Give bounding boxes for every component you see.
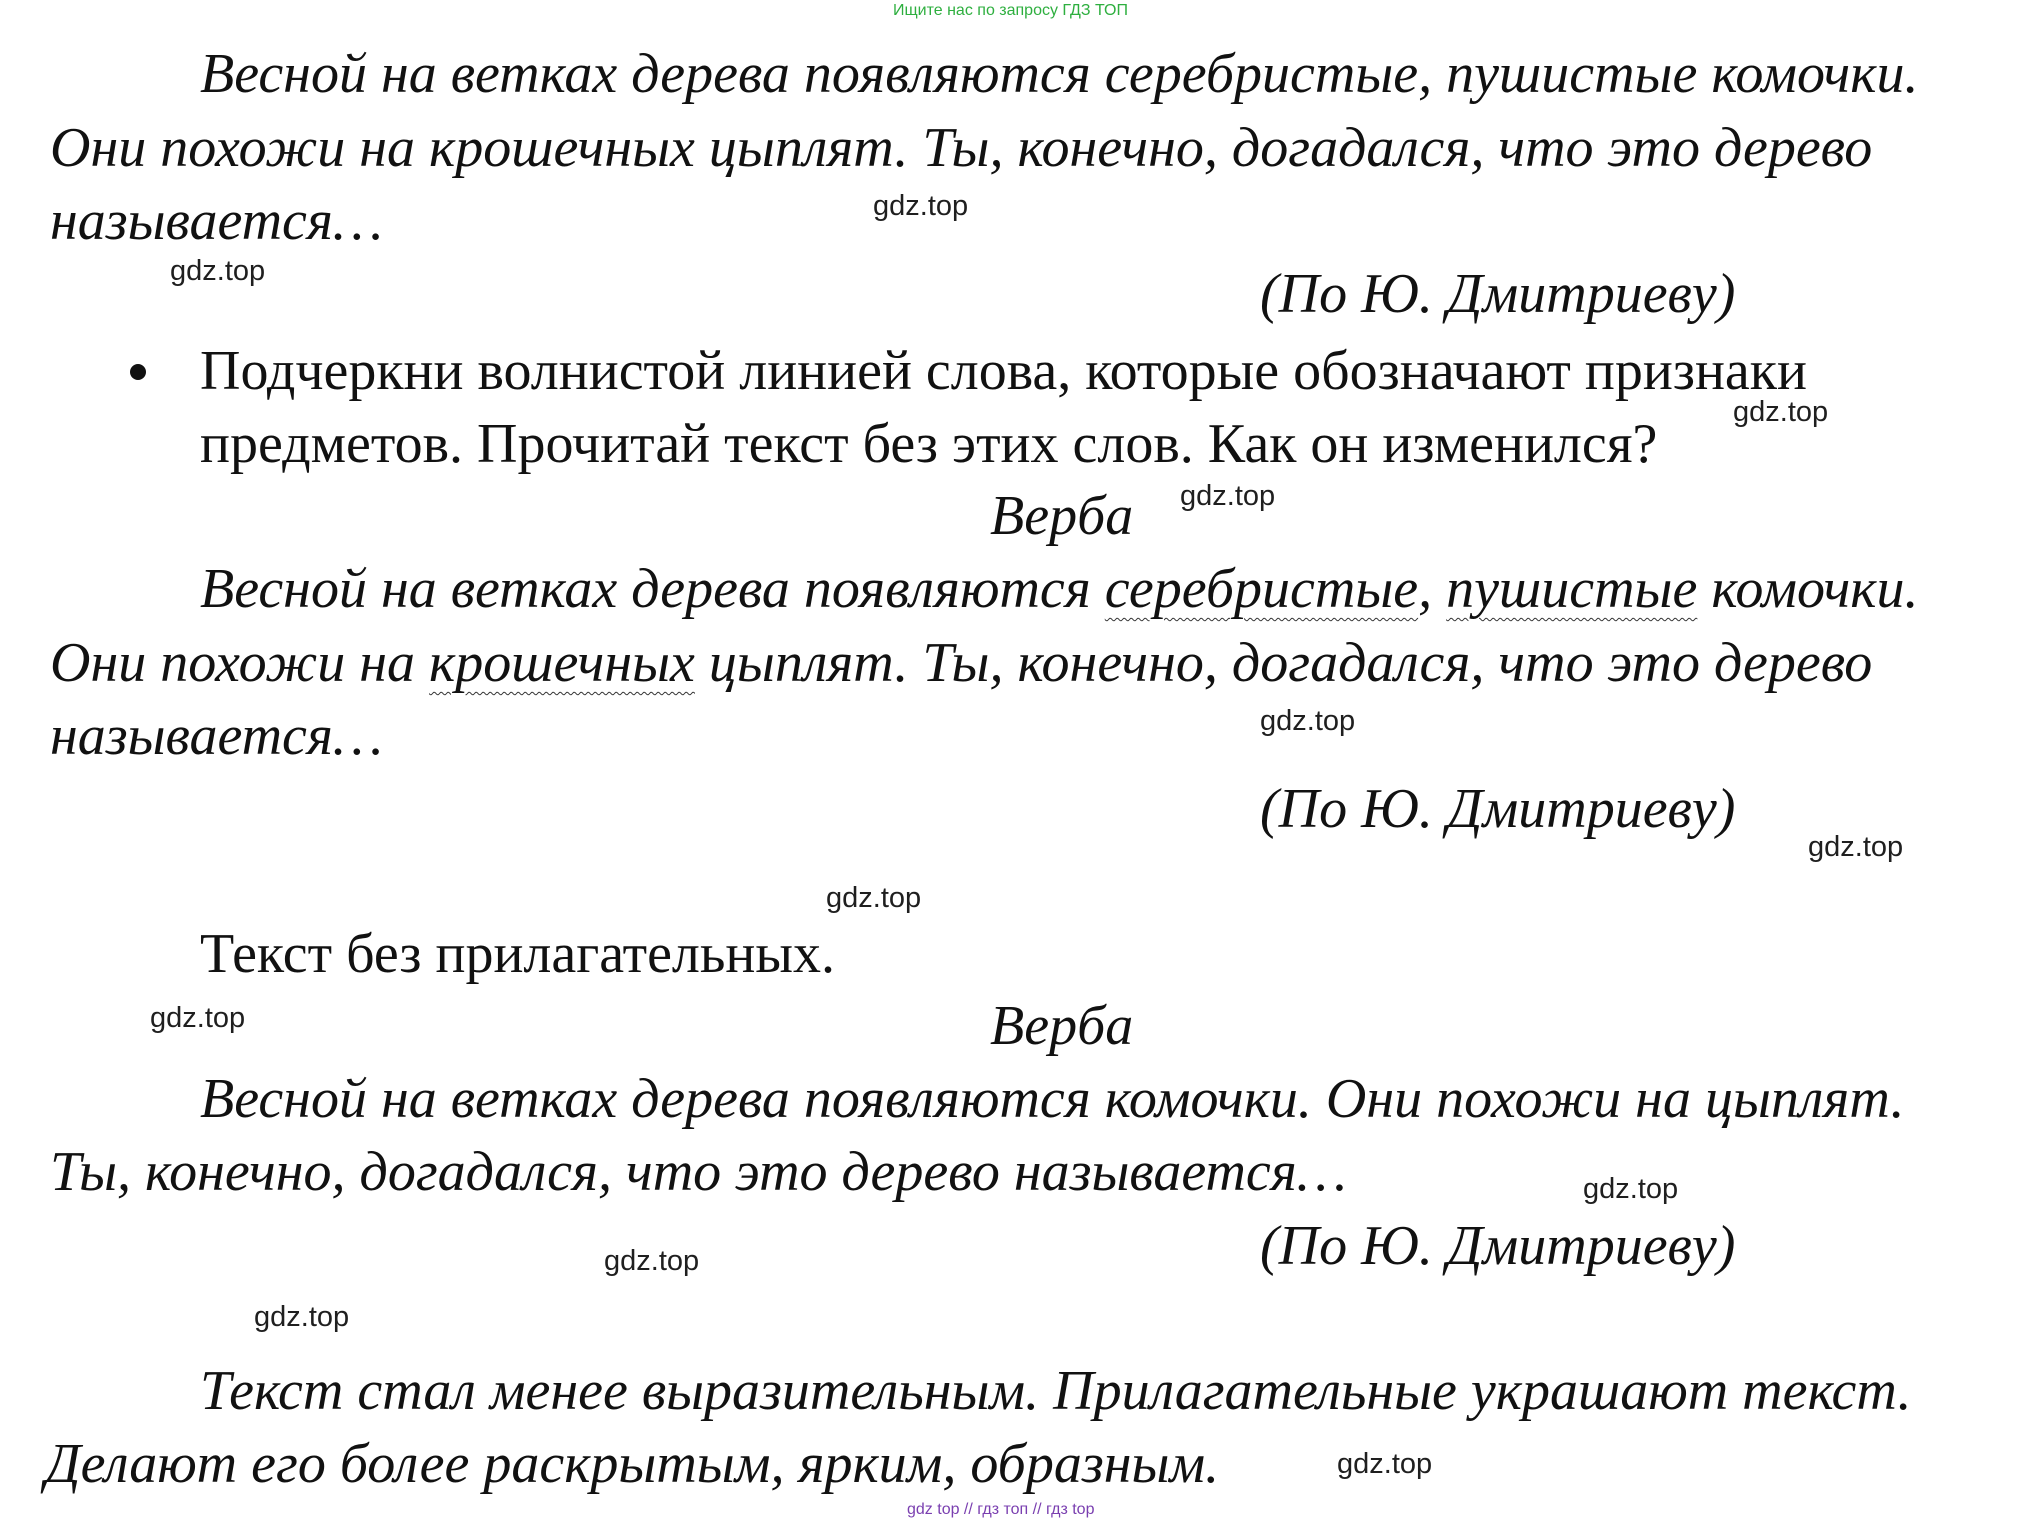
adjective-serebristye: серебристые [1104, 558, 1419, 620]
bullet-icon [130, 364, 146, 380]
watermark: gdz.top [873, 190, 969, 222]
source-text-line-3: называется… [50, 190, 383, 252]
title-verba-2: Верба [990, 995, 1134, 1057]
reduced-text-line-1: Весной на ветках дерева появляются комочки. Они похожи на цыплят. [200, 1068, 1905, 1130]
source-author: (По Ю. Дмитриеву) [1260, 263, 1736, 325]
underlined-author: (По Ю. Дмитриеву) [1260, 778, 1736, 840]
conclusion-line-2: Делают его более раскрытым, ярким, образным. [45, 1433, 1220, 1495]
text-segment: комочки. [1697, 558, 1919, 620]
top-banner: Ищите нас по запросу ГДЗ ТОП [893, 2, 1128, 19]
bottom-banner: gdz top // гдз топ // гдз top [907, 1501, 1095, 1518]
text-segment: , [1418, 558, 1447, 620]
watermark: gdz.top [826, 882, 922, 914]
adjective-pushistye: пушистые [1446, 558, 1698, 620]
watermark: gdz.top [604, 1245, 700, 1277]
watermark: gdz.top [170, 255, 266, 287]
title-verba-1: Верба [990, 485, 1134, 547]
watermark: gdz.top [150, 1002, 246, 1034]
text-segment: цыплят. Ты, конечно, догадался, что это дерево [694, 632, 1873, 694]
source-text-line-1: Весной на ветках дерева появляются серебристые, пушистые комочки. [200, 43, 1919, 105]
watermark: gdz.top [1808, 831, 1904, 863]
watermark: gdz.top [1733, 396, 1829, 428]
reduced-author: (По Ю. Дмитриеву) [1260, 1215, 1736, 1277]
watermark: gdz.top [1337, 1448, 1433, 1480]
underlined-text-line-2 [50, 627, 1872, 699]
watermark: gdz.top [254, 1301, 350, 1333]
no-adjectives-label: Текст без прилагательных. [200, 923, 836, 985]
watermark: gdz.top [1583, 1173, 1679, 1205]
task-line-2: предметов. Прочитай текст без этих слов. Как он изменился? [200, 413, 1658, 475]
watermark: gdz.top [1260, 705, 1356, 737]
source-text-line-2: Они похожи на крошечных цыплят. Ты, конечно, догадался, что это дерево [50, 117, 1873, 179]
conclusion-line-1: Текст стал менее выразительным. Прилагательные украшают текст. [200, 1360, 1912, 1422]
watermark: gdz.top [1180, 480, 1276, 512]
underlined-text-line-3: называется… [50, 705, 383, 767]
adjective-kroshechnyh: крошечных [429, 632, 695, 694]
reduced-text-line-2: Ты, конечно, догадался, что это дерево называется… [50, 1141, 1347, 1203]
underlined-text-line-1 [200, 553, 1918, 625]
task-line-1: Подчеркни волнистой линией слова, которые обозначают признаки [200, 340, 1807, 402]
text-segment: Весной на ветках дерева появляются [200, 558, 1105, 620]
text-segment: Они похожи на [50, 632, 430, 694]
